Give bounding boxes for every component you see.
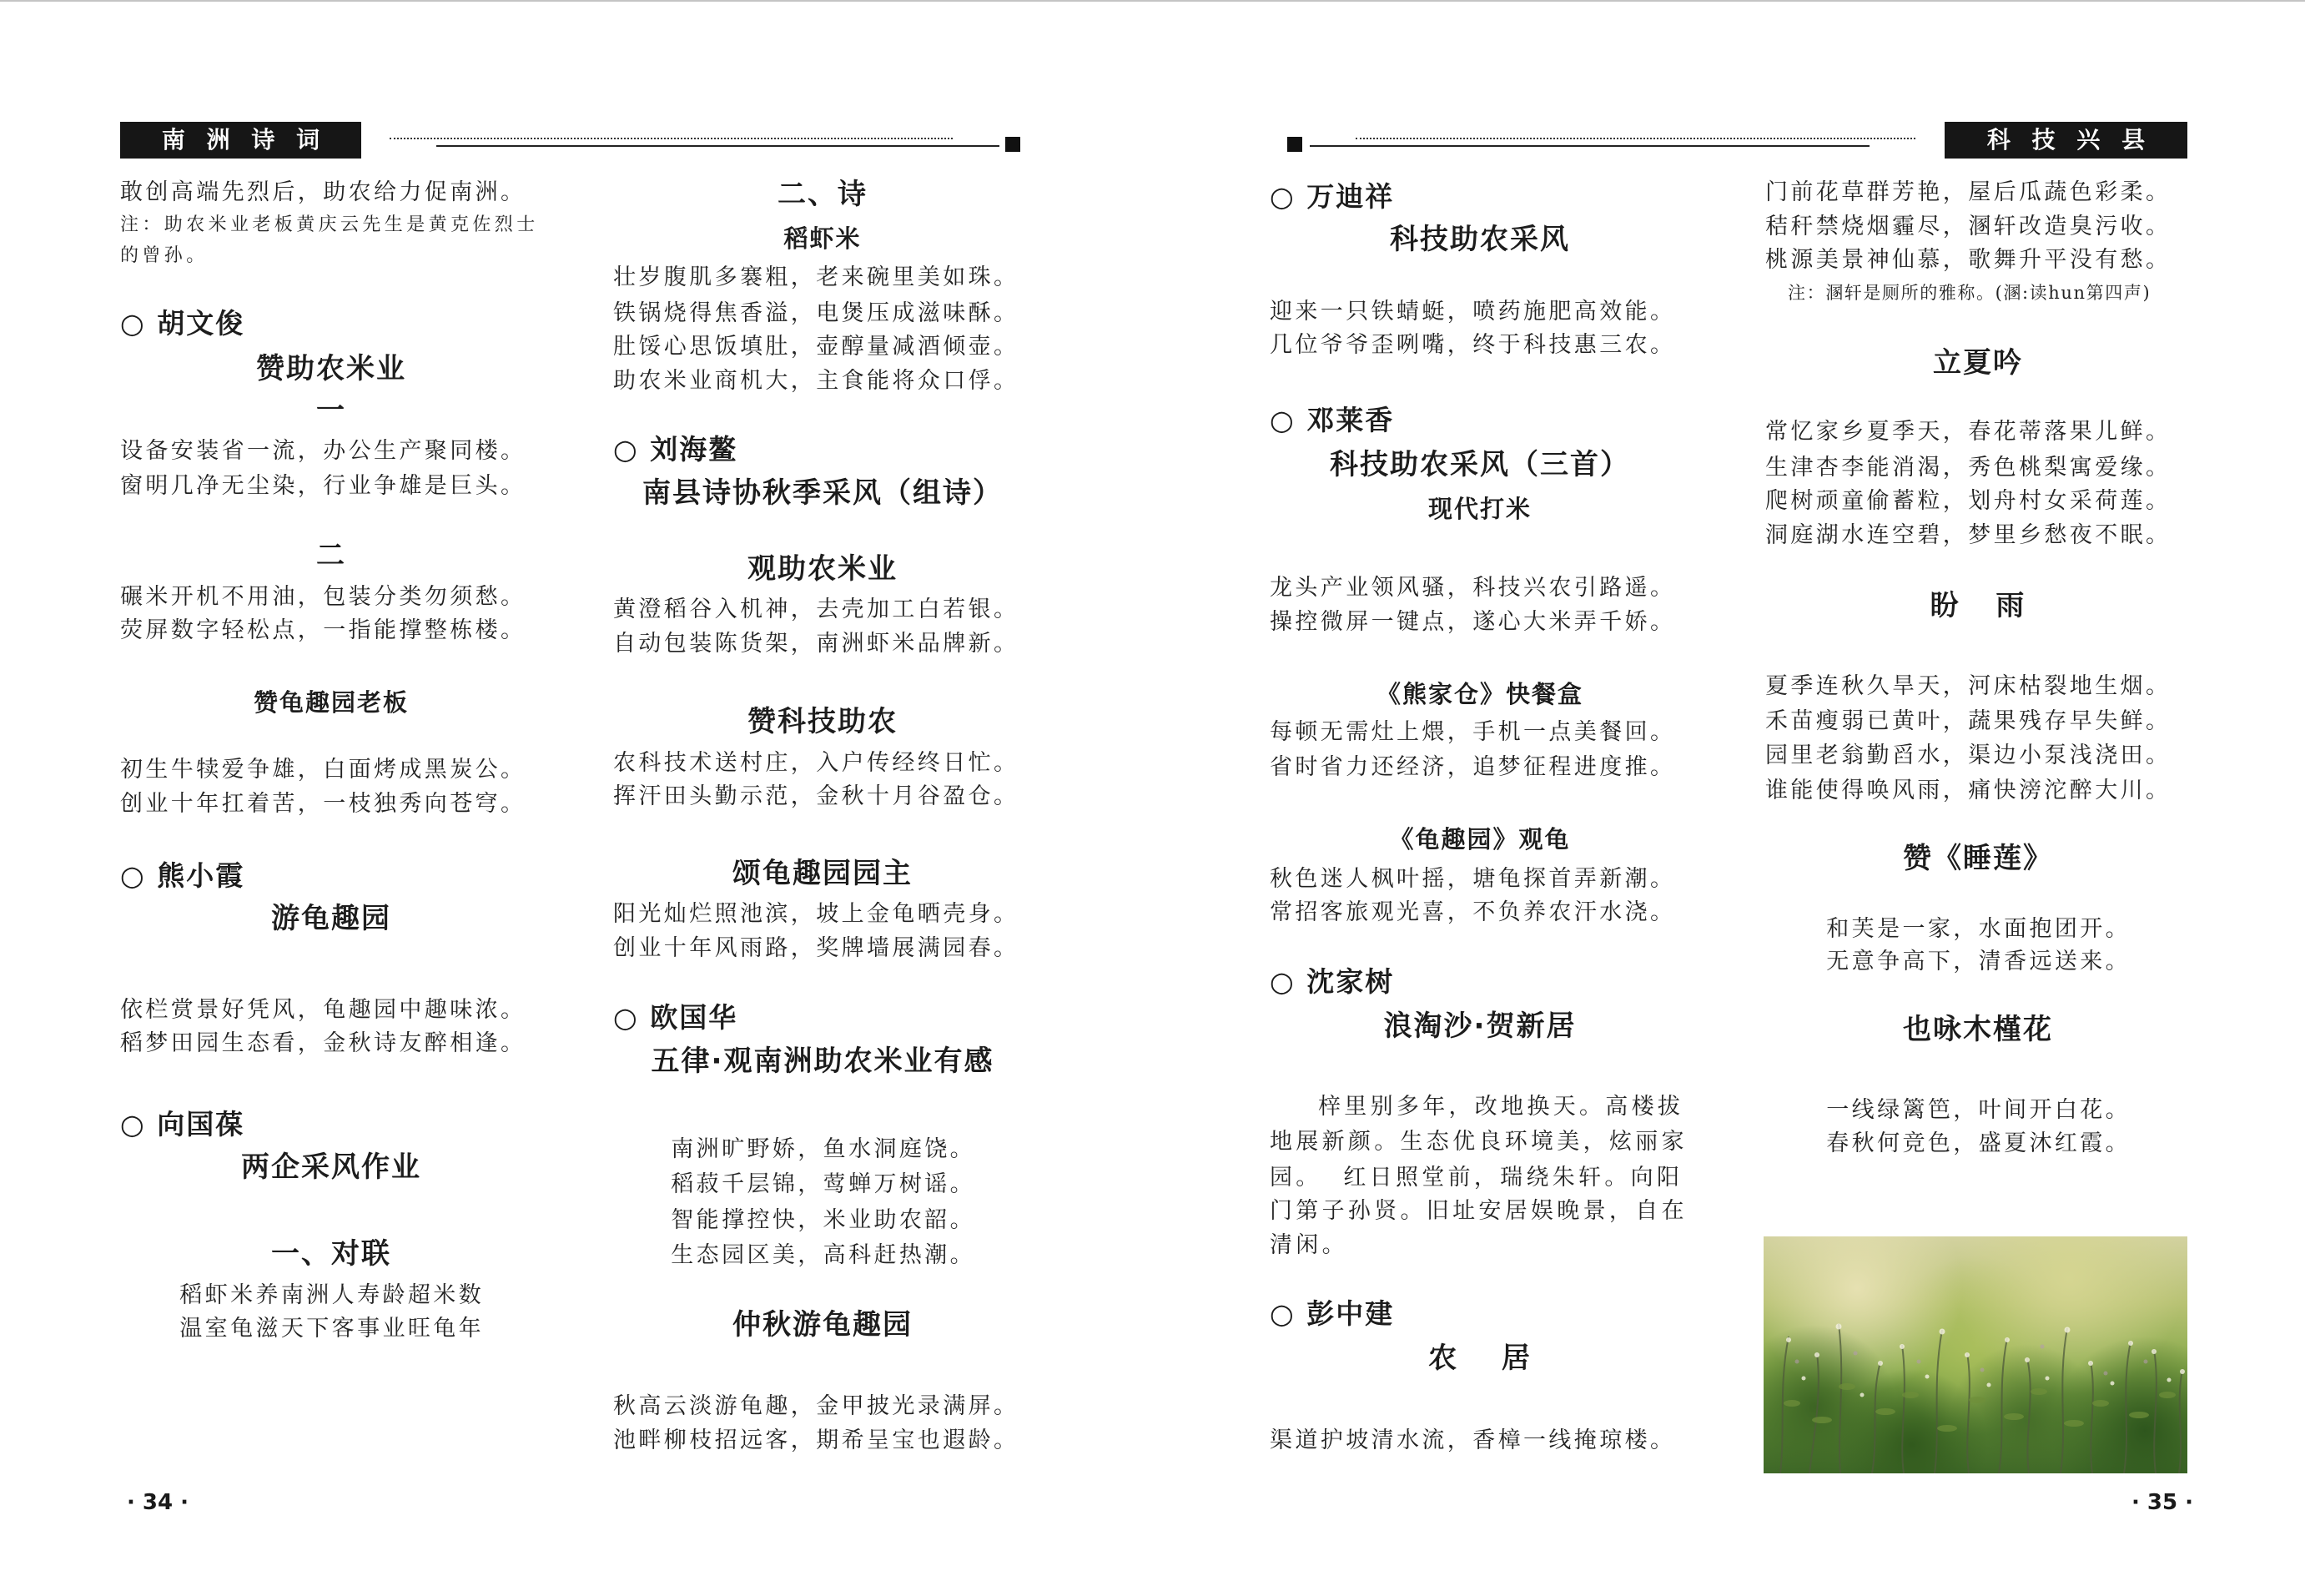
poem-line: 助农米业商机大，主食能将众口俘。: [613, 368, 1019, 394]
poem-title: 五律·观南洲助农米业有感: [651, 1045, 994, 1078]
poem-line: 和芙是一家，水面抱团开。: [1826, 916, 2131, 942]
author-name: ○ 沈家树: [1270, 965, 1395, 998]
poem-line: 初生牛犊爱争雄，白面烤成黑炭公。: [120, 757, 526, 783]
poem-title: 科技助农采风: [1390, 223, 1570, 256]
footnote-line: 注：溷轩是厕所的雅称。(溷:读hun第四声): [1788, 283, 2152, 303]
poem-line: 生津杏李能消渴，秀色桃梨寓爱缘。: [1765, 455, 2172, 481]
poem-subtitle: 赞龟趣园老板: [253, 688, 409, 717]
poem-line: 设备安装省一流，办公生产聚同楼。: [120, 438, 526, 464]
poem-line: 壮岁腹肌多褰粗，老来碗里美如珠。: [613, 264, 1019, 290]
poem-line: 龙头产业领风骚，科技兴农引路遥。: [1270, 575, 1676, 601]
poem-line: 秋高云淡游龟趣，金甲披光录满屏。: [613, 1393, 1019, 1419]
poem-line: 迎来一只铁蜻蜓，喷药施肥高效能。: [1270, 299, 1676, 325]
couplet-line: 温室龟滋天下客事业旺龟年: [179, 1316, 485, 1342]
poem-line: 铁锅烧得焦香溢，电煲压成滋味酥。: [613, 300, 1019, 326]
poem-line: 自动包装陈货架，南洲虾米品牌新。: [613, 631, 1019, 657]
poem-line: 荧屏数字轻松点，一指能撑整栋楼。: [120, 617, 526, 643]
author-name: ○ 彭中建: [1270, 1297, 1395, 1330]
poem-line: 门前花草群芳艳，屋后瓜蔬色彩柔。: [1765, 179, 2172, 205]
footnote-line: 的曾孙。: [120, 245, 209, 266]
section-heading: 一、对联: [271, 1237, 391, 1271]
poem-line: 渠道护坡清水流，香樟一线掩琼楼。: [1270, 1427, 1676, 1453]
column-2: [613, 2, 1030, 1587]
poem-line: 操控微屏一键点，遂心大米弄千娇。: [1270, 609, 1676, 635]
poem-line: 池畔柳枝招远客，期希呈宝也遐龄。: [613, 1427, 1019, 1453]
poem-line: 夏季连秋久旱天，河床枯裂地生烟。: [1765, 673, 2172, 699]
poem-subtitle: 《熊家仓》快餐盒: [1376, 680, 1583, 708]
poem-line: 南洲旷野娇，鱼水洞庭饶。: [671, 1136, 976, 1162]
author-name: ○ 万迪祥: [1270, 180, 1395, 213]
poem-title: 盼 雨: [1930, 589, 2031, 622]
poem-line: 碾米开机不用油，包装分类勿须愁。: [120, 584, 526, 610]
page-number: · 35 ·: [2131, 1490, 2194, 1515]
couplet-line: 稻虾米养南洲人寿龄超米数: [179, 1282, 485, 1308]
poem-line: 园里老翁勤舀水，渠边小泵浅浇田。: [1765, 743, 2172, 768]
author-name: ○ 刘海鳌: [613, 433, 738, 466]
section-header: 南 洲 诗 词: [120, 122, 361, 159]
poem-title: 立夏吟: [1933, 346, 2023, 380]
poem-title: 农 居: [1428, 1342, 1538, 1375]
poem-line: 每顿无需灶上煨，手机一点美餐回。: [1270, 719, 1676, 745]
poem-title: 赞《睡莲》: [1903, 842, 2053, 875]
poem-title: 赞科技助农: [747, 705, 898, 738]
poem-title: 游龟趣园: [271, 902, 391, 935]
poem-line: 阳光灿烂照池滨，坡上金龟晒壳身。: [613, 901, 1019, 927]
poem-subtitle: 稻虾米: [783, 224, 862, 253]
page-number: · 34 ·: [127, 1490, 189, 1515]
poem-line: 禾苗瘦弱已黄叶，蔬果残存早失鲜。: [1765, 708, 2172, 734]
column-1: [120, 2, 541, 1587]
author-name: ○ 向国葆: [120, 1108, 245, 1140]
poem-title: 颂龟趣园园主: [732, 857, 913, 890]
poem-line: 桃源美景神仙慕，歌舞升平没有愁。: [1765, 247, 2172, 273]
poem-line: 几位爷爷歪咧嘴，终于科技惠三农。: [1270, 332, 1676, 358]
poem-subtitle: 《龟趣园》观龟: [1389, 825, 1571, 853]
poem-series-title: 南县诗协秋季采风（组诗）: [642, 476, 1003, 510]
poem-title: 两企采风作业: [241, 1150, 421, 1184]
poem-title: 赞助农米业: [256, 352, 406, 385]
poem-line: 黄澄稻谷入机神，去壳加工白若银。: [613, 597, 1019, 622]
poem-line: 依栏赏景好凭风，龟趣园中趣味浓。: [120, 997, 526, 1023]
poem-line: 常招客旅观光喜，不负养农汗水浇。: [1270, 899, 1676, 925]
column-3: [1270, 2, 1688, 1587]
author-name: ○ 邓莱香: [1270, 404, 1395, 436]
poem-line: 肚馁心思饭填肚，壶醇量减酒倾壶。: [613, 334, 1019, 360]
poem-title: 也咏木槿花: [1903, 1013, 2053, 1046]
section-header: 科 技 兴 县: [1945, 122, 2187, 159]
author-name: ○ 胡文俊: [120, 307, 245, 340]
ci-line: 地展新颜。生态优良环境美，炫丽家: [1270, 1129, 1688, 1155]
ci-line: 清闲。: [1270, 1232, 1348, 1258]
right-page: [1152, 2, 2305, 1596]
poem-part-label: 二: [316, 539, 346, 572]
poem-line: 省时省力还经济，追梦征程进度推。: [1270, 754, 1676, 780]
poem-line: 智能撑控快，米业助农韶。: [671, 1207, 976, 1233]
poem-line: 洞庭湖水连空碧，梦里乡愁夜不眠。: [1765, 522, 2172, 548]
poem-part-label: 一: [316, 394, 346, 427]
poem-subtitle: 现代打米: [1427, 495, 1532, 523]
poem-line: 敢创高端先烈后，助农给力促南洲。: [120, 179, 526, 205]
poem-line: 农科技术送村庄，入户传经终日忙。: [613, 750, 1019, 776]
poem-line: 秋色迷人枫叶摇，塘龟探首弄新潮。: [1270, 866, 1676, 892]
ci-line: 门第子孙贤。旧址安居娱晚景，自在: [1270, 1198, 1688, 1224]
poem-title: 浪淘沙·贺新居: [1383, 1009, 1577, 1043]
section-heading: 二、诗: [778, 178, 868, 211]
poem-line: 挥汗田头勤示范，金秋十月谷盈仓。: [613, 783, 1019, 809]
poem-line: 常忆家乡夏季天，春花蒂落果儿鲜。: [1765, 419, 2172, 445]
poem-line: 稻梦田园生态看，金秋诗友醉相逢。: [120, 1030, 526, 1056]
author-name: ○ 欧国华: [613, 1001, 738, 1034]
poem-line: 秸秆禁烧烟霾尽，溷轩改造臭污收。: [1765, 214, 2172, 239]
plant-photo-graphic: [1764, 1236, 2187, 1473]
poem-line: 创业十年扛着苦，一枝独秀向苍穹。: [120, 791, 526, 817]
poem-series-title: 科技助农采风（三首）: [1330, 448, 1630, 481]
poem-line: 生态园区美，高科赶热潮。: [671, 1242, 976, 1268]
ci-line: 梓里别多年，改地换天。高楼拔: [1318, 1094, 1684, 1120]
left-page: [0, 2, 1152, 1596]
author-name: ○ 熊小霞: [120, 859, 245, 892]
poem-line: 春秋何竞色，盛夏沐红霞。: [1826, 1130, 2131, 1156]
poem-title: 观助农米业: [747, 552, 898, 586]
plant-photo: [1764, 1236, 2187, 1473]
poem-line: 窗明几净无尘染，行业争雄是巨头。: [120, 473, 526, 499]
poem-line: 稻菽千层锦，莺蝉万树谣。: [671, 1171, 976, 1197]
poem-line: 创业十年风雨路，奖牌墙展满园春。: [613, 935, 1019, 961]
footnote-line: 注：助农米业老板黄庆云先生是黄克佐烈士: [120, 214, 539, 235]
poem-line: 一线绿篱笆，叶间开白花。: [1826, 1097, 2131, 1123]
ci-line: 园。 红日照堂前，瑞绕朱轩。向阳: [1270, 1165, 1683, 1191]
poem-line: 爬树顽童偷蓄粒，划舟村女采荷莲。: [1765, 488, 2172, 514]
poem-line: 谁能使得唤风雨，痛快滂沱醉大川。: [1765, 778, 2172, 803]
poem-line: 无意争高下，清香远送来。: [1826, 949, 2131, 974]
poem-title: 仲秋游龟趣园: [732, 1308, 913, 1342]
